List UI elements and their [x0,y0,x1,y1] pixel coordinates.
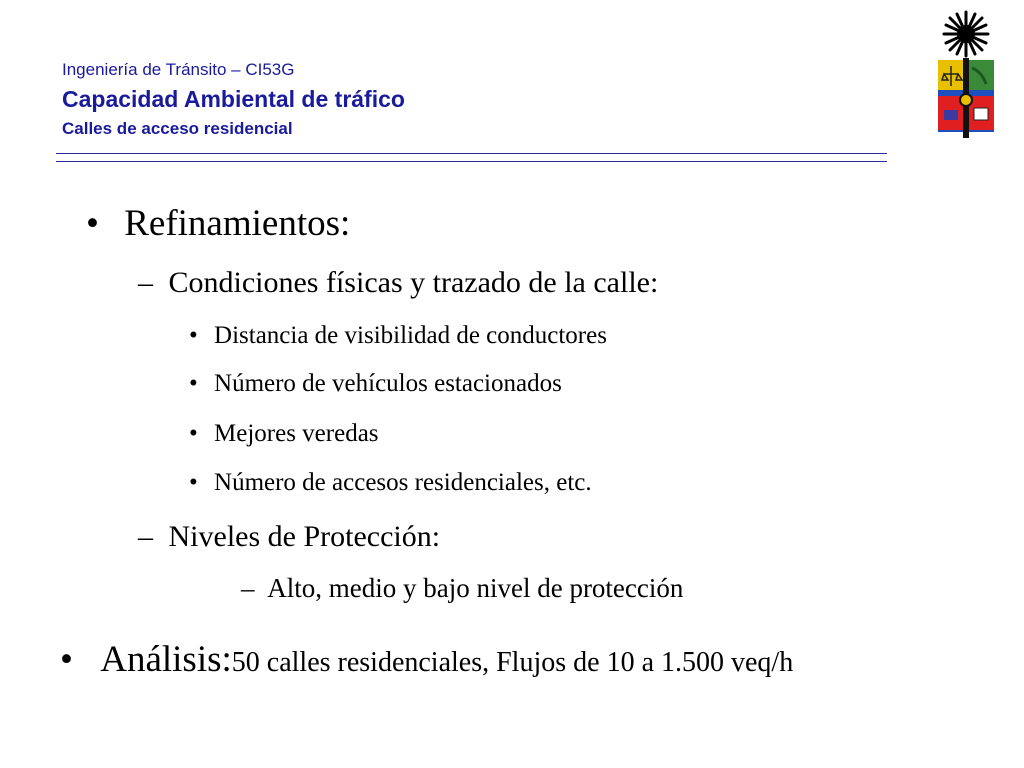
item-condiciones [138,266,658,300]
dash-marker: – [241,573,255,603]
subitem-niveles-detalle [241,573,683,604]
subitem-vehiculos [189,370,562,398]
subitem-accesos [189,469,592,497]
bullet-marker: • [189,322,198,349]
bullet-analisis [60,638,793,681]
bullet-marker: • [86,203,99,244]
dash-marker: – [138,520,153,553]
bullet-marker: • [189,469,198,496]
bullet-marker: • [60,639,73,680]
bullet-text: Refinamientos: [124,203,351,244]
subitem-text: Alto, medio y bajo nivel de protección [267,573,684,603]
item-text: Condiciones físicas y trazado de la calle: [168,266,659,299]
header-divider-bottom [56,161,887,162]
bullet-marker: • [189,370,198,397]
slide-subtitle: Calles de acceso residencial [62,119,293,138]
bullet-marker: • [189,420,198,447]
item-niveles [138,520,440,554]
slide-title: Capacidad Ambiental de tráfico [62,86,405,112]
dash-marker: – [138,266,153,299]
subitem-text: Distancia de visibilidad de conductores [214,322,607,349]
subitem-text: Número de accesos residenciales, etc. [214,469,592,496]
item-text: Niveles de Protección: [168,520,441,553]
header-divider-top [56,153,887,154]
bullet-refinamientos [86,202,350,245]
subitem-visibilidad [189,322,607,350]
subitem-text: Número de vehículos estacionados [214,370,562,397]
subitem-text: Mejores veredas [214,420,379,447]
subitem-veredas [189,420,379,448]
university-crest-icon [930,8,1002,138]
bullet-text: Análisis: [100,639,232,680]
analisis-detail: 50 calles residenciales, Flujos de 10 a 1.500 veq/h [231,647,794,678]
course-code: Ingeniería de Tránsito – CI53G [62,60,295,79]
